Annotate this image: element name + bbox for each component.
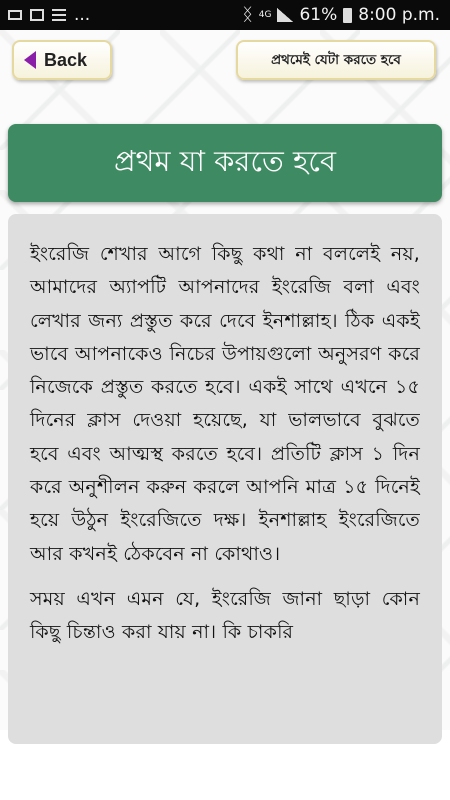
page-title: প্রথম যা করতে হবে xyxy=(114,143,336,178)
more-notifications: ... xyxy=(74,5,91,25)
back-arrow-icon xyxy=(24,51,36,69)
first-step-button-label: প্রথমেই যেটা করতে হবে xyxy=(271,51,401,68)
network-type: 4G xyxy=(258,9,272,20)
signal-icon xyxy=(277,8,293,22)
mail-icon xyxy=(8,10,22,20)
image-icon xyxy=(30,9,44,21)
battery-percent: 61% xyxy=(299,5,338,25)
back-button-label: Back xyxy=(44,49,88,70)
back-button[interactable] xyxy=(12,40,112,80)
status-bar xyxy=(0,0,450,30)
content-paragraph: সময় এখন এমন যে, ইংরেজি জানা ছাড়া কোন কিছু চিন্তাও করা যায় না। কি চাকরি xyxy=(30,587,420,644)
clock: 8:00 p.m. xyxy=(358,5,440,25)
battery-icon xyxy=(343,8,352,23)
list-icon xyxy=(52,9,66,21)
content-paragraph: ইংরেজি শেখার আগে কিছু কথা না বললেই নয়, আমাদের অ্যাপটি আপনাদের ইংরেজি বলা এবং লেখার জন্য প্রস্তুত করে দেবে ইনশাল্লাহ। ঠিক একই ভাবে আপনাকেও নিচের উপায়গুলো অনুসরণ করে নিজেকে প্রস্তুত করতে হবে। একই সাথে এখনে ১৫ দিনের ক্লাস দেওয়া হয়েছে, যা ভালভাবে বুঝতে হবে এবং আত্মস্থ করতে হবে। প্রতিটি ক্লাস ১ দিন করে অনুশীলন করুন করলে আপনি মাত্র ১৫ দিনেই হয়ে উঠুন ইংরেজিতে দক্ষ। ইনশাল্লাহ ইংরেজিতে আর কখনই ঠেকবেন না কোথাও। xyxy=(30,243,420,565)
system-icons xyxy=(243,5,450,25)
first-step-button[interactable] xyxy=(236,40,436,80)
notification-icons xyxy=(0,5,90,25)
content-card xyxy=(8,214,442,744)
page-title-banner xyxy=(8,124,442,202)
bluetooth-icon: ᛝ xyxy=(242,5,253,25)
